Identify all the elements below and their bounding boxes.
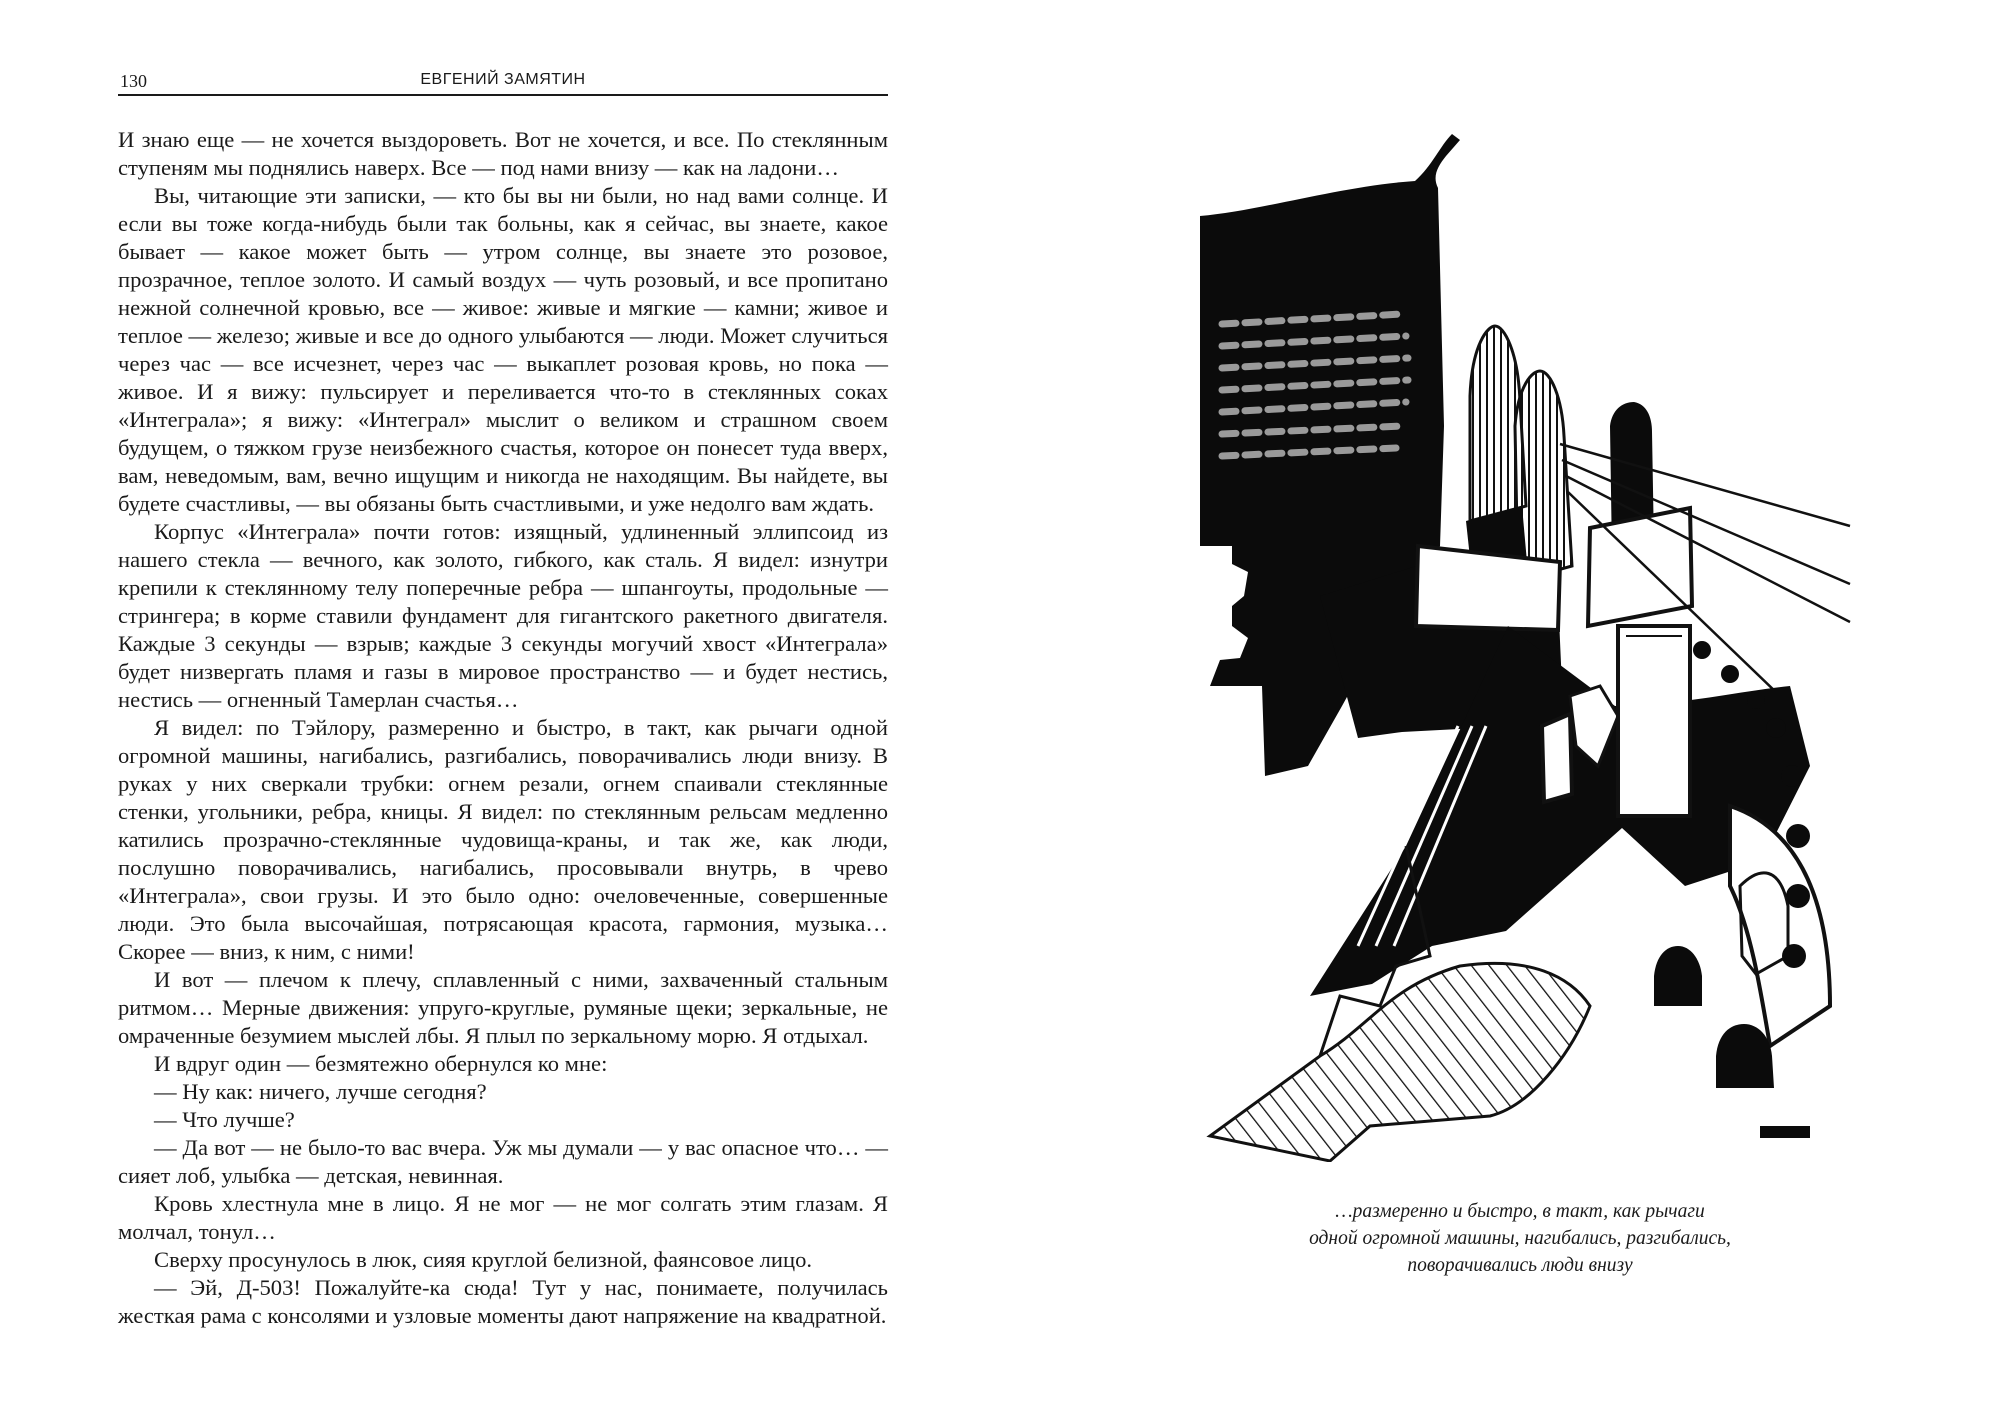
running-head — [118, 64, 888, 96]
paragraph: Кровь хлестнула мне в лицо. Я не мог — не мог солгать этим глазам. Я молчал, тонул… — [118, 1191, 888, 1244]
dialogue-line: — Да вот — не было-то вас вчера. Уж мы думали — у вас опасное что… — сияет лоб, улыбка — детская, невинная. — [118, 1135, 888, 1188]
left-page — [118, 64, 888, 1330]
body-text — [118, 126, 888, 1330]
paragraph: Сверху просунулось в люк, сияя круглой белизной, фаянсовое лицо. — [154, 1247, 813, 1272]
illustration-caption — [1210, 1198, 1830, 1279]
dialogue-line: — Эй, Д-503! Пожалуйте-ка сюда! Тут у нас, понимаете, получилась жесткая рама с консолями и узловые моменты дают напряжение на квадратной. — [118, 1275, 888, 1328]
paragraph: Вы, читающие эти записки, — кто бы вы ни были, но над вами солнце. И если вы тоже когда-нибудь были так больны, как я сейчас, вы знаете, какое бывает — какое может быть — утром солнце, вы знаете это розовое, прозрачное, теплое золото. И самый воздух — чуть розовый, и все пропитано нежной солнечной кровью, все — живое: живые и мягкие — камни; живое и теплое — железо; живые и все до одного улыбаются — люди. Может случиться через час — все исчезнет, через час — выкаплет розовая кровь, но пока — живое. И я вижу: пульсирует и переливается что-то в стеклянных соках «Интеграла»; я вижу: «Интеграл» мыслит о великом и страшном своем будущем, о тяжком грузе неизбежного счастья, которое он понесет туда вверх, вам, неведомым, вам, вечно ищущим и никогда не находящим. Вы найдете, вы будете счастливы, — вы обязаны быть счастливыми, и уже недолго вам ждать. — [118, 183, 888, 516]
caption-line: одной огромной машины, нагибались, разгибались, — [1309, 1228, 1731, 1249]
paragraph: И знаю еще — не хочется выздороветь. Вот не хочется, и все. По стеклянным ступеням мы поднялись наверх. Все — под нами внизу — как на ладони… — [118, 127, 888, 180]
dialogue-line: — Ну как: ничего, лучше сегодня? — [154, 1079, 487, 1104]
paragraph: И вдруг один — безмятежно обернулся ко мне: — [154, 1051, 608, 1076]
caption-line: поворачивались люди внизу — [1407, 1255, 1633, 1276]
paragraph: Я видел: по Тэйлору, размеренно и быстро, в такт, как рычаги одной огромной машины, нагибались, разгибались, поворачивались люди внизу. В руках у них сверкали трубки: огнем резали, огнем спаивали стеклянные стенки, угольники, ребра, кницы. Я видел: по стеклянным рельсам медленно катились прозрачно-стеклянные чудовища-краны, и так же, как люди, послушно поворачивались, нагибались, просовывали внутрь, в чрево «Интеграла», свои грузы. И это было одно: очеловеченные, совершенные люди. Это была высочайшая, потрясающая красота, гармония, музыка… Скорее — вниз, к ним, с ними! — [118, 715, 888, 964]
paragraph: И вот — плечом к плечу, сплавленный с ними, захваченный стальным ритмом… Мерные движения: упруго-круглые, румяные щеки; зеркальные, не омраченные безумием мыслей лбы. Я плыл по зеркальному морю. Я отдыхал. — [118, 967, 888, 1048]
paragraph: Корпус «Интеграла» почти готов: изящный, удлиненный эллипсоид из нашего стекла — вечного, как золото, гибкого, как сталь. Я видел: изнутри крепили к стеклянному телу поперечные ребра — шпангоуты, продольные — стрингера; в корме ставили фундамент для гигантского ракетного двигателя. Каждые 3 секунды — взрыв; каждые 3 секунды могучий хвост «Интеграла» будет низвергать пламя и газы в мировое пространство — и будет нестись, нестись — огненный Тамерлан счастья… — [118, 519, 888, 712]
hatched-floor — [1210, 963, 1590, 1161]
ink-illustration — [1170, 126, 1870, 1162]
caption-line: …размеренно и быстро, в такт, как рычаги — [1335, 1201, 1705, 1222]
page-number: 130 — [120, 71, 147, 91]
right-page — [1000, 0, 2000, 1412]
dialogue-line: — Что лучше? — [154, 1107, 295, 1132]
running-head-author: ЕВГЕНИЙ ЗАМЯТИН — [420, 71, 586, 88]
